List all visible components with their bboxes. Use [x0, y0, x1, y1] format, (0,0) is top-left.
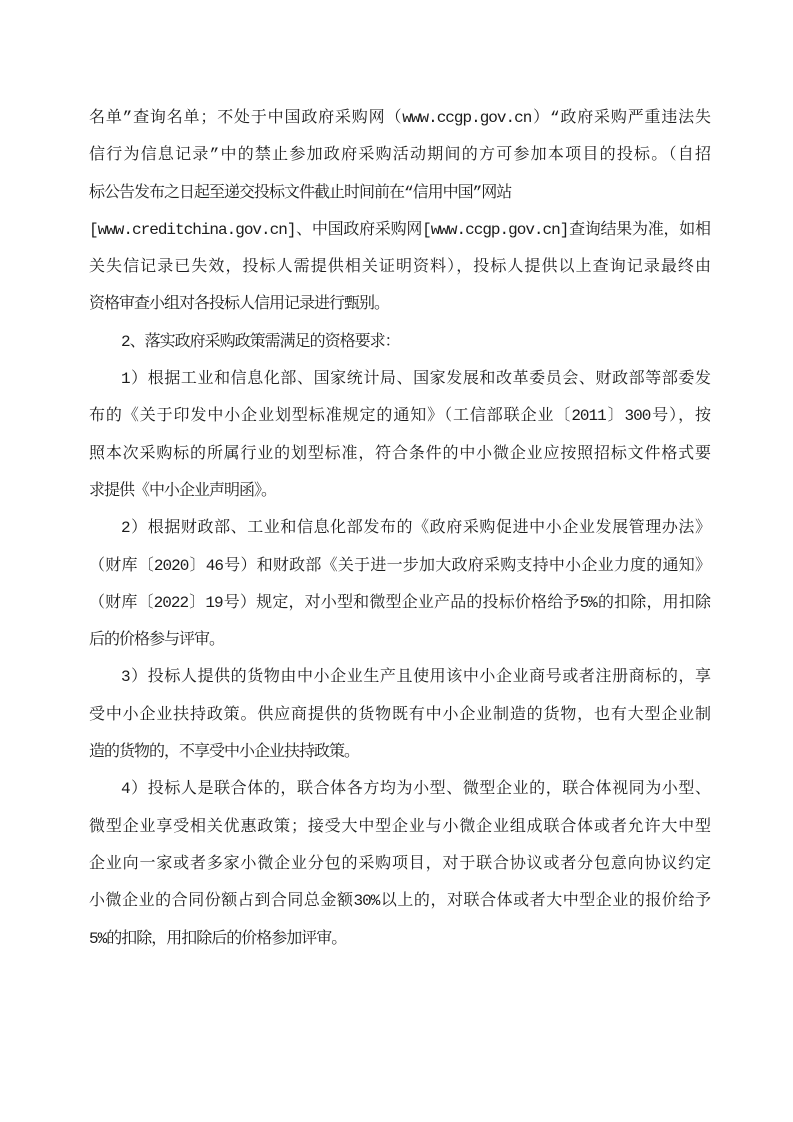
text-line: 标公告发布之日起至递交投标文件截止时间前在“信用中国”网站 [89, 183, 512, 202]
text-line: 3）投标人提供的货物由中小企业生产且使用该中小企业商号或者注册商标的，享 [121, 668, 710, 687]
text-line: 5%的扣除，用扣除后的价格参加评审。 [89, 929, 347, 948]
text-line: 2、落实政府采购政策需满足的资格要求： [121, 332, 400, 351]
text-line: 小微企业的合同份额占到合同总金额30%以上的，对联合体或者大中型企业的报价给予 [89, 892, 710, 911]
text-line: 造的货物的，不享受中小企业扶持政策。 [89, 743, 360, 762]
text-line: 后的价格参与评审。 [89, 631, 225, 650]
text-line: 信行为信息记录”中的禁止参加政府采购活动期间的方可参加本项目的投标。（自招 [89, 146, 710, 165]
text-line: [www.creditchina.gov.cn]、中国政府采购网[www.ccgp.gov.cn]查询结果为准，如相 [89, 220, 710, 239]
text-line: 照本次采购标的所属行业的划型标准，符合条件的中小微企业应按照招标文件格式要 [89, 444, 710, 463]
text-line: 求提供《中小企业声明函》。 [89, 481, 277, 500]
text-line: 关失信记录已失效，投标人需提供相关证明资料），投标人提供以上查询记录最终由 [89, 258, 710, 277]
text-line: 受中小企业扶持政策。供应商提供的货物既有中小企业制造的货物，也有大型企业制 [89, 705, 710, 724]
text-line: 微型企业享受相关优惠政策；接受大中型企业与小微企业组成联合体或者允许大中型 [89, 817, 710, 836]
text-line: 资格审查小组对各投标人信用记录进行甄别。 [89, 295, 390, 314]
text-line: （财库〔2022〕19号）规定，对小型和微型企业产品的投标价格给予5%的扣除，用扣除 [89, 593, 710, 612]
text-line: 4）投标人是联合体的，联合体各方均为小型、微型企业的，联合体视同为小型、 [121, 780, 710, 799]
document-text-block [89, 100, 710, 958]
text-line: （财库〔2020〕46号）和财政部《关于进一步加大政府采购支持中小企业力度的通知》 [89, 556, 710, 575]
text-line: 名单”查询名单；不处于中国政府采购网（www.ccgp.gov.cn）“政府采购严重违法失 [89, 109, 710, 127]
text-line: 企业向一家或者多家小微企业分包的采购项目，对于联合协议或者分包意向协议约定 [89, 854, 710, 873]
text-line: 1）根据工业和信息化部、国家统计局、国家发展和改革委员会、财政部等部委发 [121, 370, 710, 389]
text-line: 布的《关于印发中小企业划型标准规定的通知》（工信部联企业〔2011〕300号），按 [89, 407, 710, 426]
text-line: 2）根据财政部、工业和信息化部发布的《政府采购促进中小企业发展管理办法》 [121, 519, 710, 538]
